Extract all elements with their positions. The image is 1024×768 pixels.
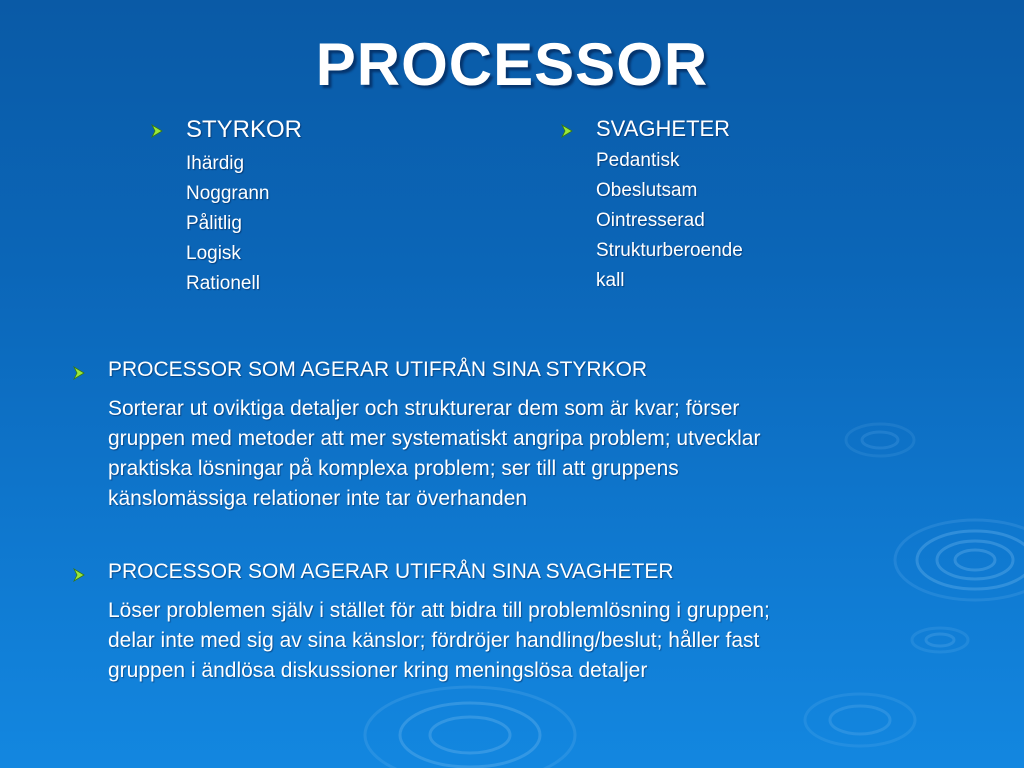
body-line: praktiska lösningar på komplexa problem; ser till att gruppens — [108, 457, 679, 480]
weaknesses-heading: SVAGHETER — [596, 116, 731, 141]
list-item: Pålitlig — [186, 213, 242, 234]
list-item: kall — [596, 270, 625, 291]
section-heading-weaknesses: PROCESSOR SOM AGERAR UTIFRÅN SINA SVAGHETER — [108, 560, 674, 583]
body-line: Sorterar ut oviktiga detaljer och strukturerar dem som är kvar; förser — [108, 397, 740, 420]
section-heading-strengths: PROCESSOR SOM AGERAR UTIFRÅN SINA STYRKOR — [108, 358, 648, 381]
list-item: Ihärdig — [186, 153, 245, 174]
slide-title: PROCESSOR — [315, 31, 709, 98]
list-item: Noggrann — [186, 183, 270, 204]
body-line: gruppen med metoder att mer systematiskt angripa problem; utvecklar — [108, 427, 761, 450]
arrowhead-bullet-icon — [72, 568, 86, 582]
body-line: känslomässiga relationer inte tar överhanden — [108, 487, 528, 510]
list-item: Pedantisk — [596, 150, 680, 171]
section-body-weaknesses — [108, 596, 928, 686]
body-line: delar inte med sig av sina känslor; fördröjer handling/beslut; håller fast — [108, 629, 760, 652]
list-item: Strukturberoende — [596, 240, 743, 261]
list-item: Logisk — [186, 243, 241, 264]
list-item: Rationell — [186, 273, 260, 294]
section-body-strengths — [108, 394, 928, 514]
list-item: Obeslutsam — [596, 180, 698, 201]
arrowhead-bullet-icon — [560, 124, 574, 138]
body-line: Löser problemen själv i stället för att bidra till problemlösning i gruppen; — [108, 599, 770, 622]
weaknesses-list — [596, 146, 743, 296]
arrowhead-bullet-icon — [72, 366, 86, 380]
list-item: Ointresserad — [596, 210, 705, 231]
strengths-heading: STYRKOR — [186, 116, 303, 143]
arrowhead-bullet-icon — [150, 124, 164, 138]
body-line: gruppen i ändlösa diskussioner kring meningslösa detaljer — [108, 659, 648, 682]
strengths-list — [186, 149, 269, 299]
